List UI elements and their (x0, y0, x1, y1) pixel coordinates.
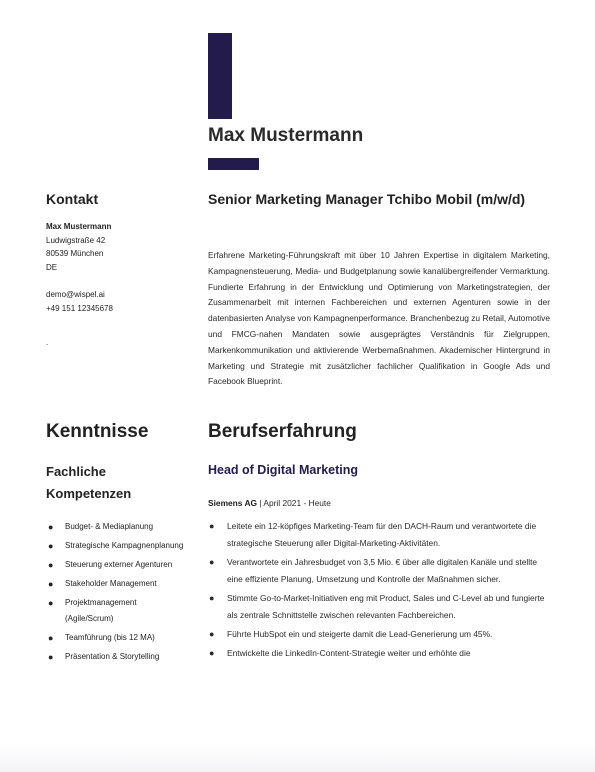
list-item: ● Präsentation & Storytelling (46, 649, 186, 665)
bullet-icon: ● (48, 579, 54, 589)
contact-extra: . (46, 338, 49, 347)
list-item: ● Entwickelte die LinkedIn-Content-Strategie weiter und erhöhte die (208, 645, 550, 662)
bullet-icon: ● (209, 521, 215, 531)
contact-block (46, 220, 186, 315)
skills-heading: Kenntnisse (46, 421, 149, 442)
list-item: ● Leitete ein 12-köpfiges Marketing-Team für den DACH-Raum und verantwortete die strategische Steuerung aller Digital-Marketing-Aktivitäten. (208, 518, 550, 552)
job-title: Senior Marketing Manager Tchibo Mobil (m/w/d) (208, 191, 526, 207)
profile-summary: Erfahrene Marketing-Führungskraft mit über 10 Jahren Expertise in digitalem Marketing, Kampagnensteuerung, Media- und Budgetplanung sowie kanalübergreifender Vermarktung. Fundierte Erfahrung in der Entwicklung und Optimierung von Marketingstrategien, der Zusammenarbeit mit internen Fachbereichen und externen Agenturen sowie in der datenbasierten Analyse von Kampagnenperformance. Branchenbezug zu Retail, Automotive und FMCG-nahen Mandaten sowie ausgeprägtes Verständnis für Zielgruppen, Markenkommunikation und aktivierende Werbemaßnahmen. Akademischer Hintergrund in Marketing und Strategie mit zusätzlicher fachlicher Qualifikation in Google Ads und Facebook Blueprint. (208, 250, 550, 387)
contact-email[interactable]: demo@wispel.ai (46, 290, 105, 299)
list-item: ● Teamführung (bis 12 MA) (46, 630, 186, 646)
position-title: Head of Digital Marketing (208, 463, 359, 477)
contact-street: Ludwigstraße 42 (46, 235, 106, 245)
candidate-name: Max Mustermann (208, 125, 364, 146)
bullet-icon: ● (48, 598, 54, 608)
contact-country: DE (46, 262, 58, 272)
contact-phone[interactable]: +49 151 12345678 (46, 303, 113, 313)
contact-heading: Kontakt (46, 191, 99, 207)
bullet-icon: ● (209, 557, 215, 567)
skills-list (46, 519, 186, 668)
bullet-icon: ● (48, 522, 54, 532)
accent-bar-top (208, 33, 232, 119)
list-item: ● Strategische Kampagnenplanung (46, 538, 186, 554)
company-name: Siemens AG (208, 498, 258, 508)
list-item: ● Stakeholder Management (46, 576, 186, 592)
list-item: ● Stimmte Go-to-Market-Initiativen eng mit Product, Sales und C-Level ab und fungierte als zentrale Schnittstelle zwischen relevanten Fachbereichen. (208, 590, 550, 624)
bullet-icon: ● (209, 593, 215, 603)
list-item: ● Budget- & Mediaplanung (46, 519, 186, 535)
bullet-icon: ● (48, 541, 54, 551)
bullet-icon: ● (209, 629, 215, 639)
page-bottom-fade (0, 742, 595, 772)
list-item: ● Verantwortete ein Jahresbudget von 3,5 Mio. € über alle digitalen Kanäle und stellte eine effiziente Planung, Umsetzung und Kontrolle der Maßnahmen sicher. (208, 554, 550, 588)
list-item: ● Projektmanagement (Agile/Scrum) (46, 595, 186, 627)
bullet-icon: ● (48, 652, 54, 662)
experience-heading: Berufserfahrung (208, 421, 357, 442)
bullet-icon: ● (48, 633, 54, 643)
skills-subheading: Fachliche Kompetenzen (46, 464, 132, 501)
contact-name: Max Mustermann (46, 222, 112, 231)
accent-bar-underline (208, 158, 259, 170)
employment-period: | April 2021 - Heute (259, 498, 331, 508)
duties-list (208, 518, 550, 664)
list-item: ● Führte HubSpot ein und steigerte damit die Lead-Generierung um 45%. (208, 626, 550, 643)
company-line (208, 498, 550, 508)
bullet-icon: ● (209, 648, 215, 658)
contact-city: 80539 München (46, 249, 104, 258)
bullet-icon: ● (48, 560, 54, 570)
list-item: ● Steuerung externer Agenturen (46, 557, 186, 573)
